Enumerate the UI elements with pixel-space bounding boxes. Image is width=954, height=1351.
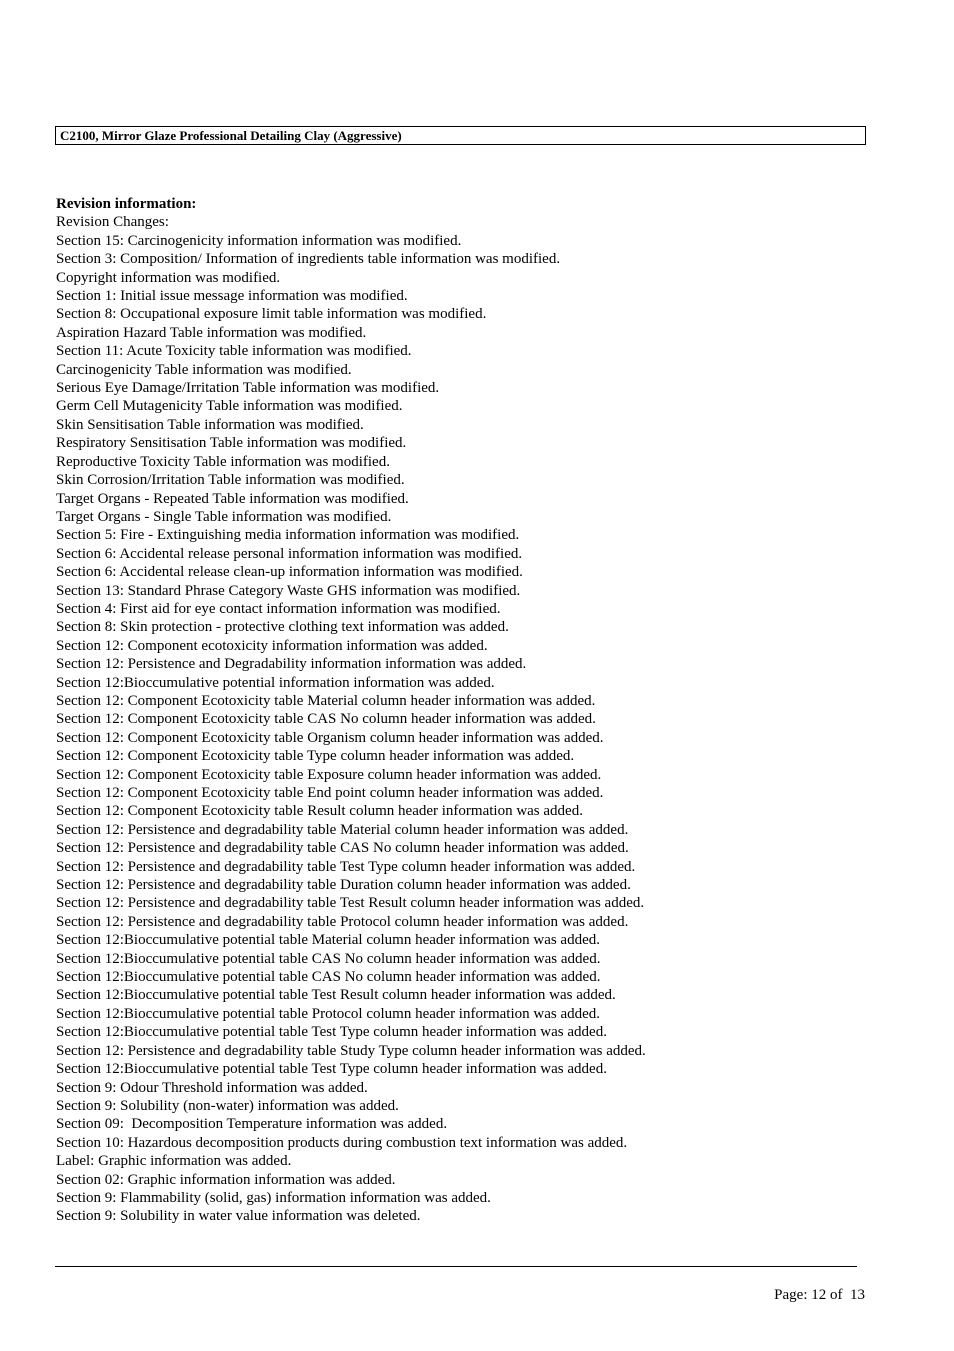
revision-change-line: Section 15: Carcinogenicity information information was modified. xyxy=(56,232,462,249)
revision-change-line: Section 6: Accidental release personal information information was modified. xyxy=(56,545,523,562)
revision-change-line: Section 12: Persistence and degradability table Protocol column header information was added. xyxy=(56,913,629,930)
revision-change-line: Section 12: Component Ecotoxicity table CAS No column header information was added. xyxy=(56,711,596,728)
revision-change-line: Label: Graphic information was added. xyxy=(56,1153,292,1170)
footer-divider xyxy=(55,1266,857,1267)
revision-change-line: Respiratory Sensitisation Table information was modified. xyxy=(56,435,407,452)
revision-change-line: Serious Eye Damage/Irritation Table information was modified. xyxy=(56,380,440,397)
revision-change-line: Carcinogenicity Table information was modified. xyxy=(56,361,352,378)
revision-change-line: Germ Cell Mutagenicity Table information was modified. xyxy=(56,398,403,415)
revision-change-line: Section 12: Component Ecotoxicity table Material column header information was added. xyxy=(56,692,596,709)
revision-change-line: Section 9: Odour Threshold information was added. xyxy=(56,1079,368,1096)
revision-change-line: Aspiration Hazard Table information was modified. xyxy=(56,324,367,341)
revision-change-line: Section 12: Persistence and degradability table Test Type column header information was added. xyxy=(56,858,636,875)
revision-change-line: Section 13: Standard Phrase Category Waste GHS information was modified. xyxy=(56,582,521,599)
revision-change-line: Section 12: Persistence and Degradability information information was added. xyxy=(56,656,527,673)
revision-change-line: Section 12: Component Ecotoxicity table Result column header information was added. xyxy=(56,803,583,820)
revision-change-line: Section 3: Composition/ Information of ingredients table information was modified. xyxy=(56,251,561,268)
revision-change-line: Section 12:Bioccumulative potential table Test Type column header information was added. xyxy=(56,1024,607,1041)
revision-change-line: Section 5: Fire - Extinguishing media information information was modified. xyxy=(56,527,520,544)
product-title: C2100, Mirror Glaze Professional Detailing Clay (Aggressive) xyxy=(60,128,402,143)
revision-change-line: Copyright information was modified. xyxy=(56,269,281,286)
revision-change-line: Section 12: Persistence and degradability table Duration column header information was added. xyxy=(56,877,631,894)
revision-change-line: Section 12:Bioccumulative potential table Protocol column header information was added. xyxy=(56,1005,601,1022)
revision-change-line: Section 9: Solubility (non-water) information was added. xyxy=(56,1097,399,1114)
revision-change-line: Section 12: Persistence and degradability table Test Result column header information was added. xyxy=(56,895,645,912)
revision-change-line: Section 6: Accidental release clean-up information information was modified. xyxy=(56,564,523,581)
revision-change-line: Section 12:Bioccumulative potential table Material column header information was added. xyxy=(56,932,600,949)
revision-change-line: Skin Corrosion/Irritation Table information was modified. xyxy=(56,472,405,489)
revision-change-line: Section 02: Graphic information information was added. xyxy=(56,1171,396,1188)
revision-change-line: Section 1: Initial issue message information was modified. xyxy=(56,288,408,305)
revision-information-section xyxy=(56,195,856,1226)
revision-change-line: Target Organs - Repeated Table information was modified. xyxy=(56,490,409,507)
revision-change-line: Section 11: Acute Toxicity table information was modified. xyxy=(56,343,412,360)
revision-change-line: Section 8: Skin protection - protective clothing text information was added. xyxy=(56,619,509,636)
revision-change-line: Section 09: Decomposition Temperature information was added. xyxy=(56,1116,448,1133)
revision-changes-list xyxy=(56,213,856,1225)
revision-change-line: Section 12: Persistence and degradability table Material column header information was added. xyxy=(56,821,629,838)
revision-change-line: Section 12:Bioccumulative potential table CAS No column header information was added. xyxy=(56,969,601,986)
revision-change-line: Skin Sensitisation Table information was modified. xyxy=(56,416,364,433)
document-header-box xyxy=(55,126,866,145)
revision-change-line: Target Organs - Single Table information was modified. xyxy=(56,508,392,525)
revision-change-line: Section 9: Solubility in water value information was deleted. xyxy=(56,1208,421,1225)
page-number: Page: 12 of 13 xyxy=(774,1287,865,1303)
revision-change-line: Section 12: Component ecotoxicity information information was added. xyxy=(56,637,488,654)
revision-change-line: Section 12: Component Ecotoxicity table Type column header information was added. xyxy=(56,748,575,765)
revision-change-line: Section 9: Flammability (solid, gas) information information was added. xyxy=(56,1189,491,1206)
revision-change-line: Section 12: Persistence and degradability table Study Type column header information was added. xyxy=(56,1042,646,1059)
revision-change-line: Section 12:Bioccumulative potential table Test Result column header information was added. xyxy=(56,987,616,1004)
revision-heading: Revision information: xyxy=(56,196,197,212)
revision-change-line: Reproductive Toxicity Table information was modified. xyxy=(56,453,390,470)
revision-change-line: Section 12:Bioccumulative potential table Test Type column header information was added. xyxy=(56,1061,607,1078)
revision-change-line: Revision Changes: xyxy=(56,214,169,231)
revision-change-line: Section 12: Component Ecotoxicity table Organism column header information was added. xyxy=(56,729,604,746)
revision-change-line: Section 12: Component Ecotoxicity table End point column header information was added. xyxy=(56,785,604,801)
revision-change-line: Section 12: Persistence and degradability table CAS No column header information was added. xyxy=(56,840,629,857)
revision-change-line: Section 8: Occupational exposure limit table information was modified. xyxy=(56,306,487,323)
revision-change-line: Section 12:Bioccumulative potential table CAS No column header information was added. xyxy=(56,950,601,967)
revision-change-line: Section 12:Bioccumulative potential information information was added. xyxy=(56,674,495,691)
revision-change-line: Section 10: Hazardous decomposition products during combustion text information was added. xyxy=(56,1134,628,1151)
revision-change-line: Section 4: First aid for eye contact information information was modified. xyxy=(56,600,501,617)
revision-change-line: Section 12: Component Ecotoxicity table Exposure column header information was added. xyxy=(56,766,602,783)
